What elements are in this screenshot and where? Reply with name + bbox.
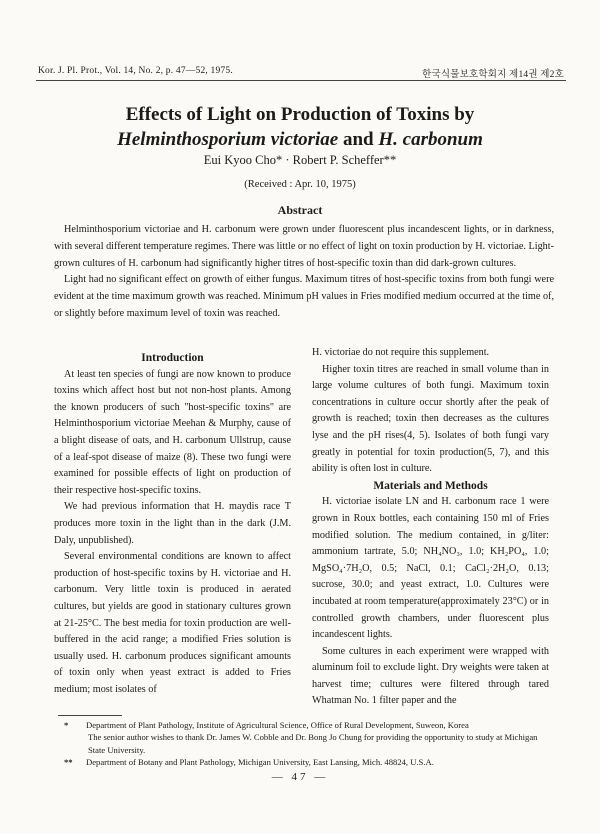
footnote-rule [58,715,122,716]
footnote-1 [64,719,556,731]
abstract-body [54,222,554,323]
title-species-b: H. carbonum [378,129,483,150]
page-number: — 47 — [271,771,329,783]
title-and: and [338,129,379,150]
footnotes [64,719,556,768]
footnote-mark: ** [64,756,73,767]
abstract-heading: Abstract [277,203,323,217]
title-line-2 [0,127,600,152]
running-head [38,66,564,80]
body-paragraph: Some cultures in each experiment were wrapped with aluminum foil to exclude light. Dry weights were taken at harvest time; cultures were filtered through tared Whatman No. 1 filter paper and the [312,645,549,707]
footnote-text: Department of Botany and Plant Pathology, Michigan University, East Lansing, Mich. 48824, U.S.A. [86,756,434,767]
body-paragraph: At least ten species of fungi are now known to produce toxins which affect host but not non-host plants. Among the known producers of such "host-specific toxins" are Helminthosporium victoriae Meehan & Murphy, cause of a blight disease of oats, and H. carbonum Ullstrup, cause of a leaf-spot disease of maize (8). These two fungi were examined for possible effects of light on production of their respective host-specific toxins. [54,368,291,496]
introduction-heading: Introduction [141,352,204,364]
title-line-1: Effects of Light on Production of Toxins by [125,104,475,125]
abstract-paragraph: Light had no significant effect on growth of either fungus. Maximum titres of host-specific toxins from both fungi were evident at the time maximum growth was reached. Minimum pH values in Fries modified medium occurred at the time of, or slightly before maximum level of toxin was reached. [54,274,554,319]
abstract-paragraph: Helminthosporium victoriae and H. carbonum were grown under fluorescent plus incandescent lights, or in darkness, with several different temperature regimes. There was little or no effect of light on toxin production by H. victoriae. Light-grown cultures of H. carbonum had significantly higher titres of host-specific toxin than did dark-grown cultures. [54,224,554,269]
footnote-text: Department of Plant Pathology, Institute of Agricultural Science, Office of Rural Development, Suweon, Korea [86,720,469,730]
header-rule [36,80,566,81]
left-column [54,350,291,698]
body-paragraph: Several environmental conditions are known to affect production of host-specific toxins by H. victoriae and H. carbonum. Very little toxin is produced in aerated cultures, but yields are good in stationary cultures grown at 21-25°C. The best media for toxin production are well-buffered in the acid range; a modified Fries solution is usually used. H. carbonum produces significant amounts of toxin only when yeast extract is added to Fries medium; most isolates of [54,551,291,695]
journal-korean-title: 한국식물보호학회지 제14권 제2호 [422,70,564,80]
body-paragraph: H. victoriae isolate LN and H. carbonum race 1 were grown in Roux bottles, each containing 150 ml of Fries modified solution. The medium contained, in g/liter: ammonium tartrate, 5.0; NH₄NO₃, 1.0; KH₂PO₄, 1.0; MgSO₄·7H₂O, 0.5; NaCl, 0.1; CaCl₂·2H₂O, 0.13; sucrose, 30.0; and yeast extract, 1.0. Cultures were incubated at room temperature(approximately 23°C) or in controlled growth chambers, under fluorescent plus incandescent lights. [312,496,549,641]
body-paragraph: H. victoriae do not require this supplement. [312,347,490,358]
footnote-2 [64,756,556,768]
journal-citation: Kor. J. Pl. Prot., Vol. 14, No. 2, p. 47—52, 1975. [38,66,233,76]
title-species-a: Helminthosporium victoriae [117,129,339,150]
methods-heading: Materials and Methods [373,479,488,492]
paper-title [0,102,600,152]
received-date: (Received : Apr. 10, 1975) [244,179,356,190]
footnote-mark: * [64,720,69,730]
body-paragraph: Higher toxin titres are reached in small volume than in large volume cultures of both fungi. Maximum toxin concentrations in culture occur shortly after the peak of growth is reached; toxin then decreases as the cultures lyse and the pH rises(4, 5). Isolates of both fungi vary greatly in potential for toxin production(5, 7), and this ability is often lost in culture. [312,363,549,475]
right-column [312,345,549,710]
footnote-1-continuation: The senior author wishes to thank Dr. James W. Cobble and Dr. Bong Jo Chung for providing the opportunity to study at Michigan State University. [88,732,538,755]
authors: Eui Kyoo Cho* · Robert P. Scheffer** [203,153,397,167]
body-paragraph: We had previous information that H. maydis race T produces more toxin in the light than in the dark (J.M. Daly, unpublished). [54,501,291,546]
